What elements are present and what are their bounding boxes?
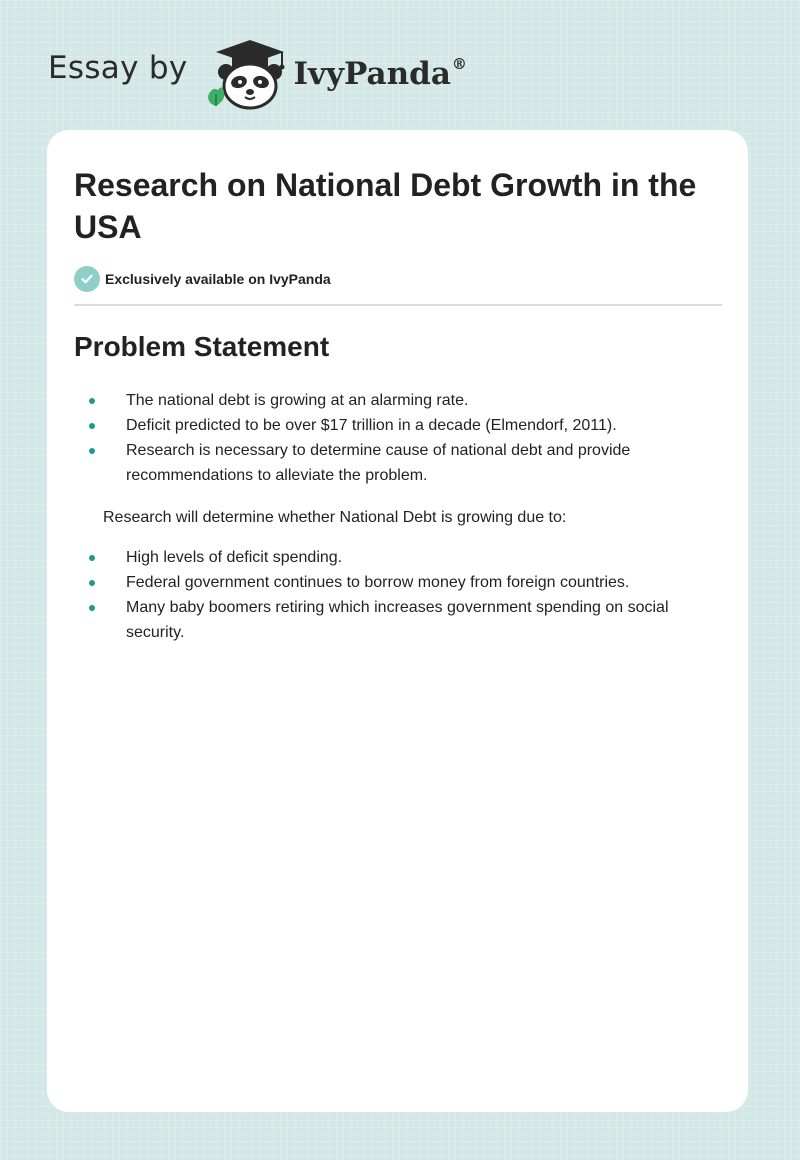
brand-name xyxy=(294,56,467,92)
list-item: Deficit predicted to be over $17 trillion in a decade (Elmendorf, 2011). xyxy=(74,413,722,438)
badge-label: Exclusively available on IvyPanda xyxy=(105,271,331,287)
site-header xyxy=(48,34,467,110)
ivy-leaf-icon xyxy=(208,87,224,106)
causes-list xyxy=(74,545,722,645)
page-title: Research on National Debt Growth in the USA xyxy=(74,167,697,245)
list-item: Federal government continues to borrow money from foreign countries. xyxy=(74,570,722,595)
document-card xyxy=(47,130,748,1112)
brand-text: IvyPanda xyxy=(293,56,451,92)
list-item: Research is necessary to determine cause of national debt and provide recommendations to alleviate the problem. xyxy=(74,438,722,488)
check-icon xyxy=(74,266,100,292)
list-item: The national debt is growing at an alarming rate. xyxy=(74,388,722,413)
essay-by-label: Essay by xyxy=(48,50,188,86)
section-title: Problem Statement xyxy=(74,331,330,362)
list-item: High levels of deficit spending. xyxy=(74,545,722,570)
problem-list xyxy=(74,388,722,488)
paragraph: Research will determine whether National Debt is growing due to: xyxy=(103,509,567,526)
list-item: Many baby boomers retiring which increases government spending on social security. xyxy=(74,595,722,645)
divider xyxy=(74,304,722,306)
panda-graduate-logo-icon xyxy=(202,34,298,110)
exclusive-badge xyxy=(74,266,722,292)
registered-mark: ® xyxy=(451,54,467,73)
